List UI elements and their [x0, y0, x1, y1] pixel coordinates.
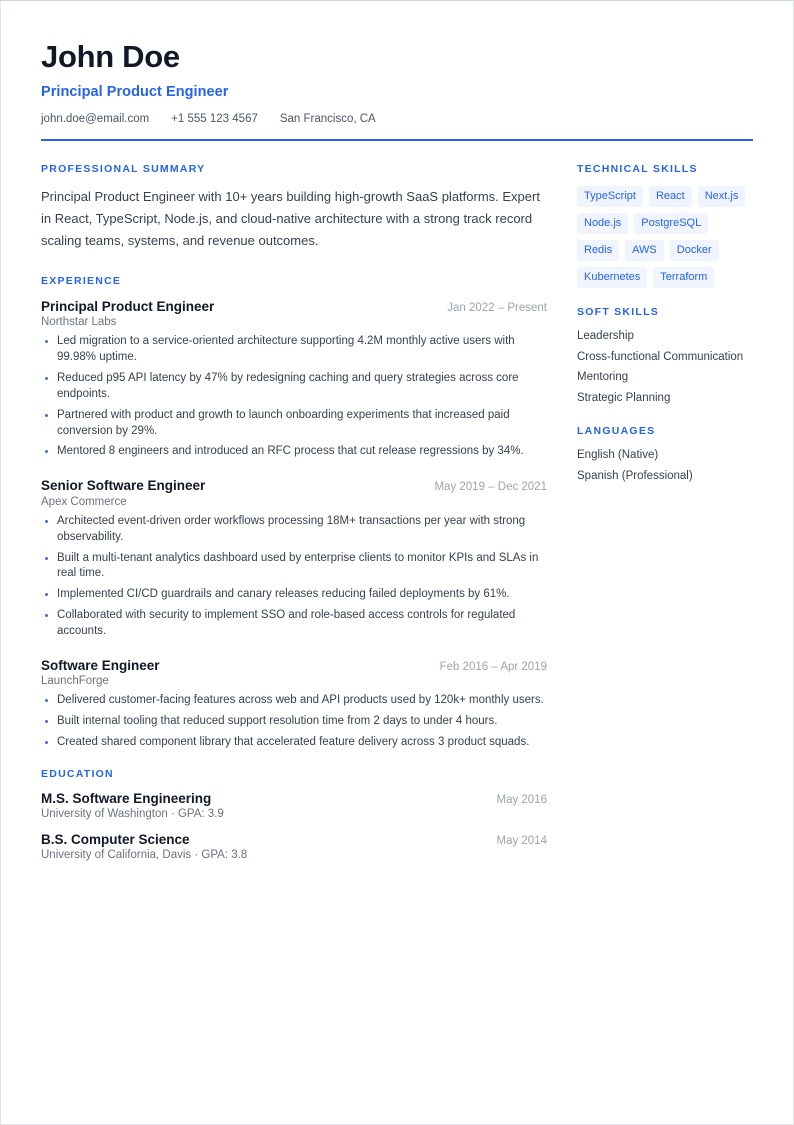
experience-entry: [41, 657, 547, 751]
skill-tag[interactable]: PostgreSQL: [634, 213, 708, 234]
experience-bullet: Led migration to a service-oriented architecture supporting 4.2M monthly active users with 99.98% uptime.: [41, 334, 547, 366]
experience-bullet: Created shared component library that accelerated feature delivery across 3 product squads.: [41, 735, 547, 751]
resume-body: [41, 163, 753, 873]
contact-phone[interactable]: +1 555 123 4567: [171, 112, 258, 125]
education-entry-header: [41, 832, 547, 847]
section-heading-education: EDUCATION: [41, 767, 114, 780]
technical-skill-tag-list: [577, 186, 753, 288]
section-experience: [41, 275, 547, 751]
experience-company: Northstar Labs: [41, 316, 117, 329]
section-soft-skills: [577, 306, 753, 407]
language-item: Spanish (Professional): [577, 469, 693, 482]
candidate-headline: Principal Product Engineer: [41, 83, 229, 100]
education-entry: [41, 832, 547, 861]
experience-bullet: Mentored 8 engineers and introduced an RFC process that cut release regressions by 34%.: [41, 444, 547, 460]
section-professional-summary: [41, 163, 547, 253]
experience-bullet: Architected event-driven order workflows processing 18M+ transactions per year with strong observability.: [41, 514, 547, 546]
education-institution: University of Washington · GPA: 3.9: [41, 807, 224, 820]
experience-bullet: Implemented CI/CD guardrails and canary releases reducing failed deployments by 61%.: [41, 587, 547, 603]
experience-entry-header: [41, 298, 547, 316]
experience-entry: [41, 477, 547, 640]
experience-job-title: Senior Software Engineer: [41, 478, 206, 494]
skill-tag[interactable]: Docker: [670, 240, 719, 261]
soft-skill-item: Mentoring: [577, 371, 629, 384]
section-languages: [577, 425, 753, 485]
education-entry: [41, 791, 547, 820]
soft-skill-list: [577, 329, 753, 407]
section-education: [41, 768, 547, 861]
experience-job-title: Principal Product Engineer: [41, 298, 215, 314]
education-degree: M.S. Software Engineering: [41, 790, 212, 806]
section-heading-technical-skills: TECHNICAL SKILLS: [577, 162, 698, 175]
experience-bullet: Built internal tooling that reduced support resolution time from 2 days to under 4 hours.: [41, 714, 547, 730]
section-heading-summary: PROFESSIONAL SUMMARY: [41, 162, 206, 175]
language-item: English (Native): [577, 449, 659, 462]
education-date: May 2014: [496, 834, 547, 847]
skill-tag[interactable]: React: [649, 186, 692, 207]
experience-bullet: Collaborated with security to implement SSO and role-based access controls for regulated accounts.: [41, 608, 547, 640]
candidate-name: John Doe: [41, 39, 180, 74]
soft-skill-item: Strategic Planning: [577, 392, 671, 405]
section-technical-skills: [577, 163, 753, 288]
language-list: [577, 448, 753, 485]
sidebar-column: [577, 163, 753, 503]
education-entry-header: [41, 791, 547, 806]
resume-header: [41, 39, 753, 125]
experience-bullet: Delivered customer-facing features across web and API products used by 120k+ monthly users.: [41, 693, 547, 709]
summary-text: Principal Product Engineer with 10+ years building high-growth SaaS platforms. Expert in React, TypeScript, Node.js, and cloud-native architecture with a strong track record scaling teams, systems, and revenue outcomes.: [41, 188, 540, 249]
experience-job-date: Jan 2022 – Present: [447, 301, 547, 314]
experience-bullet-list: [41, 693, 547, 751]
education-institution: University of California, Davis · GPA: 3.8: [41, 848, 248, 861]
section-heading-experience: EXPERIENCE: [41, 274, 122, 287]
experience-bullet: Partnered with product and growth to launch onboarding experiments that increased paid conversion by 29%.: [41, 408, 547, 440]
experience-job-date: Feb 2016 – Apr 2019: [439, 660, 547, 673]
skill-tag[interactable]: TypeScript: [577, 186, 643, 207]
skill-tag[interactable]: Kubernetes: [577, 267, 647, 288]
experience-job-title: Software Engineer: [41, 657, 160, 673]
soft-skill-item: Cross-functional Communication: [577, 350, 744, 363]
education-degree: B.S. Computer Science: [41, 831, 190, 847]
skill-tag[interactable]: AWS: [625, 240, 664, 261]
experience-bullet: Reduced p95 API latency by 47% by redesigning caching and query strategies across core endpoints.: [41, 371, 547, 403]
contact-email[interactable]: john.doe@email.com: [41, 112, 150, 125]
main-column: [41, 163, 547, 873]
experience-bullet-list: [41, 514, 547, 640]
skill-tag[interactable]: Next.js: [698, 186, 746, 207]
experience-entry-header: [41, 657, 547, 675]
experience-company: Apex Commerce: [41, 495, 127, 508]
experience-bullet-list: [41, 334, 547, 460]
soft-skill-item: Leadership: [577, 329, 634, 342]
experience-company: LaunchForge: [41, 675, 109, 688]
experience-entry: [41, 298, 547, 461]
skill-tag[interactable]: Terraform: [653, 267, 714, 288]
skill-tag[interactable]: Node.js: [577, 213, 628, 234]
experience-job-date: May 2019 – Dec 2021: [434, 481, 547, 494]
header-divider: [41, 139, 753, 141]
experience-entry-header: [41, 477, 547, 495]
section-heading-soft-skills: SOFT SKILLS: [577, 305, 659, 318]
skill-tag[interactable]: Redis: [577, 240, 619, 261]
education-date: May 2016: [496, 793, 547, 806]
contact-line: [41, 113, 753, 125]
section-heading-languages: LANGUAGES: [577, 425, 656, 438]
contact-location: San Francisco, CA: [279, 112, 376, 125]
experience-bullet: Built a multi-tenant analytics dashboard used by enterprise clients to monitor KPIs and SLAs in real time.: [41, 551, 547, 583]
